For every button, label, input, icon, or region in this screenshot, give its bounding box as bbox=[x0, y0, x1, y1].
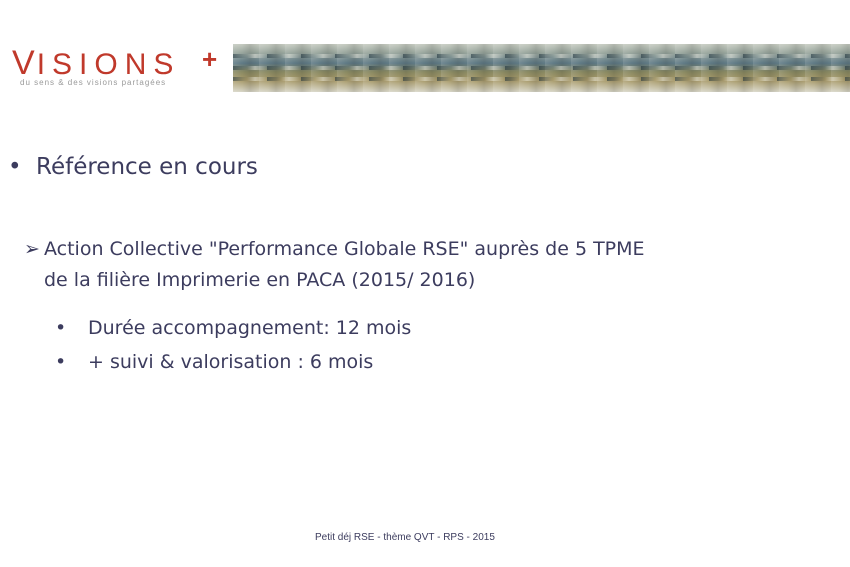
action-item bbox=[24, 234, 824, 296]
bullet-icon: • bbox=[8, 154, 22, 180]
logo-plus: + bbox=[202, 44, 218, 74]
banner-ripple bbox=[233, 77, 850, 81]
sub-item-text: + suivi & valorisation : 6 mois bbox=[88, 351, 374, 373]
water-banner-image bbox=[233, 44, 850, 92]
banner-ripple bbox=[233, 66, 850, 70]
action-line-1: Action Collective "Performance Globale RSE" auprès de 5 TPME bbox=[44, 238, 645, 260]
logo-word-rest: ISIONS bbox=[36, 48, 181, 81]
sub-item-text: Durée accompagnement: 12 mois bbox=[88, 317, 412, 339]
action-line-2: de la filière Imprimerie en PACA (2015/ 2016) bbox=[44, 269, 476, 291]
visions-logo bbox=[12, 46, 227, 92]
main-bullet bbox=[8, 154, 258, 180]
list-item bbox=[55, 311, 411, 345]
logo-tagline: du sens & des visions partagées bbox=[20, 78, 167, 87]
logo-initial: V bbox=[12, 44, 37, 82]
banner-ripple bbox=[233, 54, 850, 58]
sub-bullet-list bbox=[55, 311, 411, 379]
main-bullet-text: Référence en cours bbox=[36, 154, 258, 180]
logo-wordmark bbox=[12, 46, 180, 82]
arrow-bullet-icon: ➢ bbox=[24, 238, 40, 260]
bullet-icon: • bbox=[55, 351, 67, 373]
slide-footer: Petit déj RSE - thème QVT - RPS - 2015 bbox=[315, 532, 495, 543]
list-item bbox=[55, 345, 411, 379]
bullet-icon: • bbox=[55, 317, 67, 339]
